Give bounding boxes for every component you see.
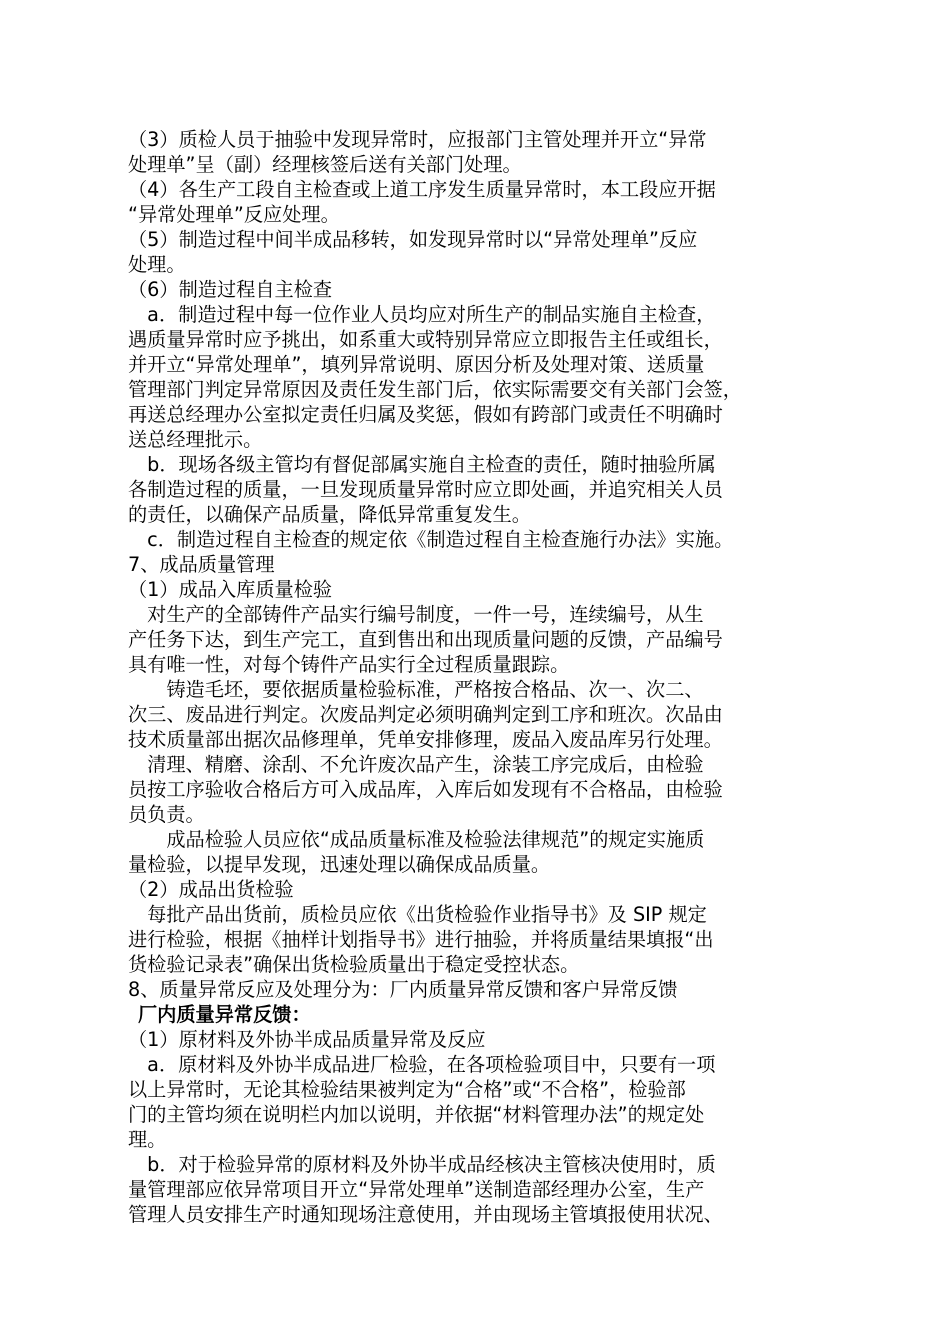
text-line: 员负责。 bbox=[128, 803, 205, 826]
text-line: a．制造过程中每一位作业人员均应对所生产的制品实施自主检查， bbox=[128, 303, 716, 326]
text-line: c．制造过程自主检查的规定依《制造过程自主检查施行办法》实施。 bbox=[128, 528, 734, 551]
text-line: 送总经理批示。 bbox=[128, 428, 263, 451]
text-line: 员按工序验收合格后方可入成品库，入库后如发现有不合格品，由检验 bbox=[128, 778, 723, 801]
text-line: 以上异常时，无论其检验结果被判定为“合格”或“不合格”，检验部 bbox=[128, 1078, 686, 1101]
section-heading: （1）原材料及外协半成品质量异常及反应 bbox=[128, 1028, 486, 1051]
text-line: 成品检验人员应依“成品质量标准及检验法律规范”的规定实施质 bbox=[128, 828, 705, 851]
text-line: 量检验，以提早发现，迅速处理以确保成品质量。 bbox=[128, 853, 551, 876]
text-line: b．现场各级主管均有督促部属实施自主检查的责任，随时抽验所属 bbox=[128, 453, 716, 476]
text-line: 管理部门判定异常原因及责任发生部门后，依实际需要交有关部门会签， bbox=[128, 378, 742, 401]
text-line: “异常处理单”反应处理。 bbox=[128, 203, 340, 226]
text-line: 理。 bbox=[128, 1128, 167, 1151]
text-line: 货检验记录表”确保出货检验质量出于稳定受控状态。 bbox=[128, 953, 580, 976]
text-line: 清理、精磨、涂刮、不允许废次品产生，涂装工序完成后，由检验 bbox=[128, 753, 704, 776]
section-heading: （6）制造过程自主检查 bbox=[128, 278, 333, 301]
text-line: 遇质量异常时应予挑出，如系重大或特别异常应立即报告主任或组长， bbox=[128, 328, 723, 351]
text-line: 量管理部应依异常项目开立“异常处理单”送制造部经理办公室，生产 bbox=[128, 1178, 705, 1201]
text-line: 各制造过程的质量，一旦发现质量异常时应立即处画，并追究相关人员 bbox=[128, 478, 723, 501]
text-line: 门的主管均须在说明栏内加以说明，并依据“材料管理办法”的规定处 bbox=[128, 1103, 705, 1126]
section-heading: （1）成品入库质量检验 bbox=[128, 578, 333, 601]
text-line: 对生产的全部铸件产品实行编号制度，一件一号，连续编号，从生 bbox=[128, 603, 704, 626]
text-line: 产任务下达，到生产完工，直到售出和出现质量问题的反馈，产品编号 bbox=[128, 628, 723, 651]
text-line: a．原材料及外协半成品进厂检验，在各项检验项目中，只要有一项 bbox=[128, 1053, 716, 1076]
text-line: 进行检验，根据《抽样计划指导书》进行抽验，并将质量结果填报“出 bbox=[128, 928, 714, 951]
section-heading: （2）成品出货检验 bbox=[128, 878, 294, 901]
text-line: 处理单”呈（副）经理核签后送有关部门处理。 bbox=[128, 153, 522, 176]
text-line: 具有唯一性，对每个铸件产品实行全过程质量跟踪。 bbox=[128, 653, 570, 676]
text-line: 铸造毛坯，要依据质量检验标准，严格按合格品、次一、次二、 bbox=[128, 678, 704, 701]
bold-subheading: 厂内质量异常反馈： bbox=[138, 1003, 311, 1026]
text-line: 管理人员安排生产时通知现场注意使用，并由现场主管填报使用状况、 bbox=[128, 1203, 723, 1226]
text-line: （4）各生产工段自主检查或上道工序发生质量异常时，本工段应开据 bbox=[128, 178, 716, 201]
text-line: 再送总经理办公室拟定责任归属及奖惩，假如有跨部门或责任不明确时 bbox=[128, 403, 723, 426]
text-line: （5）制造过程中间半成品移转，如发现异常时以“异常处理单”反应 bbox=[128, 228, 698, 251]
text-line: （3）质检人员于抽验中发现异常时，应报部门主管处理并开立“异常 bbox=[128, 128, 707, 151]
text-line: 次三、废品进行判定。次废品判定必须明确判定到工序和班次。次品由 bbox=[128, 703, 723, 726]
text-line: 处理。 bbox=[128, 253, 186, 276]
text-line: 每批产品出货前，质检员应依《出货检验作业指导书》及 SIP 规定 bbox=[128, 903, 707, 926]
text-line: b．对于检验异常的原材料及外协半成品经核决主管核决使用时，质 bbox=[128, 1153, 716, 1176]
text-line: 的责任，以确保产品质量，降低异常重复发生。 bbox=[128, 503, 531, 526]
text-line: 技术质量部出据次品修理单，凭单安排修理，废品入废品库另行处理。 bbox=[128, 728, 723, 751]
section-heading: 7、成品质量管理 bbox=[128, 553, 275, 576]
text-line: 并开立“异常处理单”，填列异常说明、原因分析及处理对策、送质量 bbox=[128, 353, 705, 376]
section-heading: 8、质量异常反应及处理分为：厂内质量异常反馈和客户异常反馈 bbox=[128, 978, 678, 1001]
